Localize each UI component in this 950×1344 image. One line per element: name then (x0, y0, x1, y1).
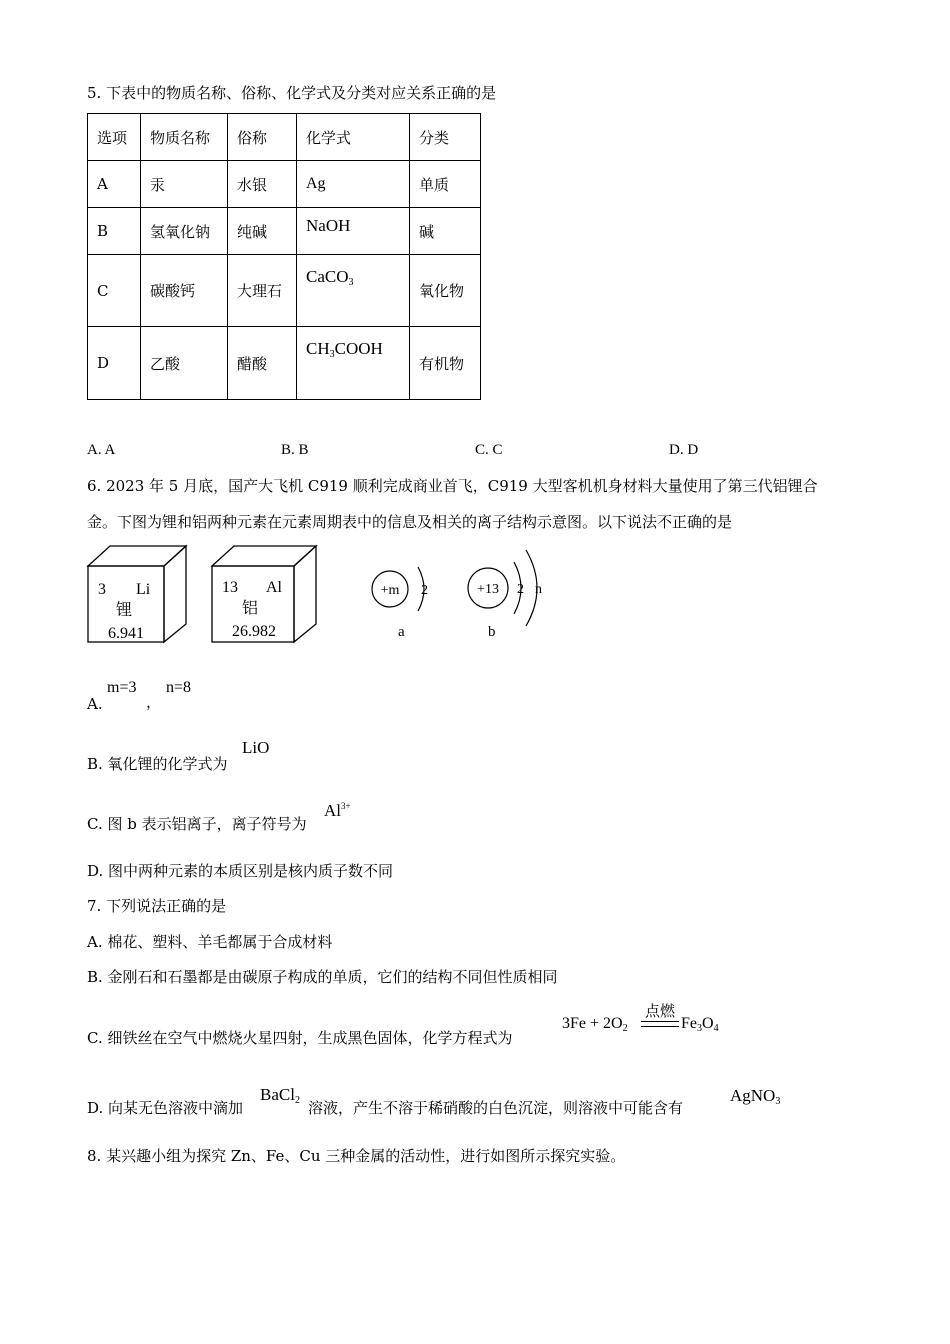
q7-option-d-formula1 (260, 1085, 300, 1106)
ion-a-nucleus: +m (380, 583, 400, 598)
li-name: 锂 (116, 602, 133, 619)
equation-product: Fe (681, 1015, 697, 1032)
cell-common: 水银 (228, 161, 297, 208)
header-option: 选项 (88, 114, 141, 161)
li-mass: 6.941 (108, 625, 144, 642)
equation-reactants: 3Fe + 2O (562, 1015, 623, 1032)
formula-tail: COOH (334, 339, 383, 358)
cell-name: 氢氧化钠 (141, 208, 228, 255)
al-number: 13 (222, 579, 238, 596)
q7-option-d-formula2 (730, 1086, 780, 1107)
ion-b-shell1: 2 (517, 582, 524, 597)
equation-subscript: 2 (622, 1023, 628, 1034)
ion-b-nucleus: +13 (477, 582, 499, 597)
cell-name: 碳酸钙 (141, 255, 228, 327)
li-number: 3 (98, 581, 106, 598)
al-mass: 26.982 (232, 623, 276, 640)
header-formula: 化学式 (297, 114, 410, 161)
ion-a-label: a (398, 624, 405, 640)
q7-option-b: B. 金刚石和石墨都是由碳原子构成的单质，它们的结构不同但性质相同 (87, 968, 558, 986)
table-row (88, 327, 481, 400)
cell-category: 有机物 (410, 327, 481, 400)
q7-stem: 7. 下列说法正确的是 (87, 897, 227, 915)
al-name: 铝 (242, 600, 259, 617)
q6-option-b-text: B. 氧化锂的化学式为 (87, 755, 228, 773)
formula-subscript: 3 (775, 1096, 781, 1107)
cell-common: 纯碱 (228, 208, 297, 255)
q6-option-c-text: C. 图 b 表示铝离子，离子符号为 (87, 815, 307, 833)
q5-stem: 5. 下表中的物质名称、俗称、化学式及分类对应关系正确的是 (87, 84, 497, 102)
cell-name: 乙酸 (141, 327, 228, 400)
header-category: 分类 (410, 114, 481, 161)
ion-structure-a (372, 567, 428, 640)
q6-option-c-formula (324, 801, 351, 821)
cell-formula (297, 255, 410, 327)
q7-option-d-text2: 溶液，产生不溶于稀硝酸的白色沉淀，则溶液中可能含有 (308, 1099, 684, 1117)
cell-formula (297, 161, 410, 208)
equation-subscript: 4 (713, 1023, 719, 1034)
formula-subscript: 2 (294, 1095, 300, 1106)
formula-subscript: 3 (348, 277, 354, 288)
formula-text: Ag (306, 175, 326, 192)
q7-option-c-text: C. 细铁丝在空气中燃烧火星四射，生成黑色固体，化学方程式为 (87, 1029, 513, 1047)
ion-structure-b (468, 550, 542, 640)
table-row (88, 161, 481, 208)
header-name: 物质名称 (141, 114, 228, 161)
q7-equation-condition: 点燃 (644, 1002, 675, 1020)
table-row (88, 255, 481, 327)
cell-option: C (88, 255, 141, 327)
ion-charge: 3+ (341, 801, 351, 811)
q5-choice-a: A. A (87, 442, 116, 458)
equation-product-mid: O (702, 1015, 714, 1032)
element-card-li (88, 546, 186, 642)
q6-stem-line2: 金。下图为锂和铝两种元素在元素周期表中的信息及相关的离子结构示意图。以下说法不正确的是 (87, 513, 733, 531)
q6-option-d: D. 图中两种元素的本质区别是核内质子数不同 (87, 862, 394, 880)
ion-b-shell2: n (535, 582, 542, 597)
cell-option: A (88, 161, 141, 208)
cell-category: 氧化物 (410, 255, 481, 327)
header-common: 俗称 (228, 114, 297, 161)
ion-symbol: Al (324, 801, 341, 820)
q6-option-b-formula: LiO (242, 738, 270, 757)
formula-text: CH (306, 339, 330, 358)
q7-equation-equals (641, 1021, 679, 1027)
cell-formula (297, 327, 410, 400)
cell-common: 大理石 (228, 255, 297, 327)
al-symbol: Al (266, 579, 282, 596)
cell-name: 汞 (141, 161, 228, 208)
ion-a-shell1: 2 (421, 583, 428, 598)
formula-text: BaCl (260, 1085, 295, 1104)
q5-choice-c: C. C (475, 442, 503, 458)
cell-option: B (88, 208, 141, 255)
cell-category: 单质 (410, 161, 481, 208)
q6-option-a-n: n=8 (166, 679, 192, 696)
q8-stem: 8. 某兴趣小组为探究 Zn、Fe、Cu 三种金属的活动性，进行如图所示探究实验。 (87, 1147, 626, 1165)
q7-equation-right (681, 1015, 719, 1034)
formula-text: NaOH (306, 216, 351, 235)
cell-formula (297, 208, 410, 255)
q5-table (87, 113, 481, 400)
cell-category: 碱 (410, 208, 481, 255)
formula-subscript: 3 (329, 349, 335, 360)
q6-stem-line1: 6. 2023 年 5 月底，国产大飞机 C919 顺利完成商业首飞，C919 大型客机机身材料大量使用了第三代铝锂合 (87, 477, 818, 495)
q5-choice-d: D. D (669, 442, 699, 458)
equation-subscript: 3 (697, 1023, 702, 1034)
q7-option-d-text1: D. 向某无色溶液中滴加 (87, 1099, 244, 1117)
formula-text: AgNO (730, 1086, 776, 1105)
table-row (88, 208, 481, 255)
ion-b-label: b (488, 624, 496, 640)
q6-element-diagram (80, 540, 560, 650)
cell-common: 醋酸 (228, 327, 297, 400)
li-symbol: Li (136, 581, 151, 598)
q6-option-a-sep: ， (146, 693, 162, 711)
q5-choice-b: B. B (281, 442, 309, 458)
q7-option-a: A. 棉花、塑料、羊毛都属于合成材料 (87, 933, 333, 951)
formula-text: CaCO (306, 267, 349, 286)
table-header-row (88, 114, 481, 161)
q6-option-a-m: m=3 (107, 679, 137, 696)
cell-option: D (88, 327, 141, 400)
q6-option-a-prefix: A. (87, 695, 103, 713)
element-card-al (212, 546, 316, 642)
q7-equation-left (562, 1015, 628, 1034)
